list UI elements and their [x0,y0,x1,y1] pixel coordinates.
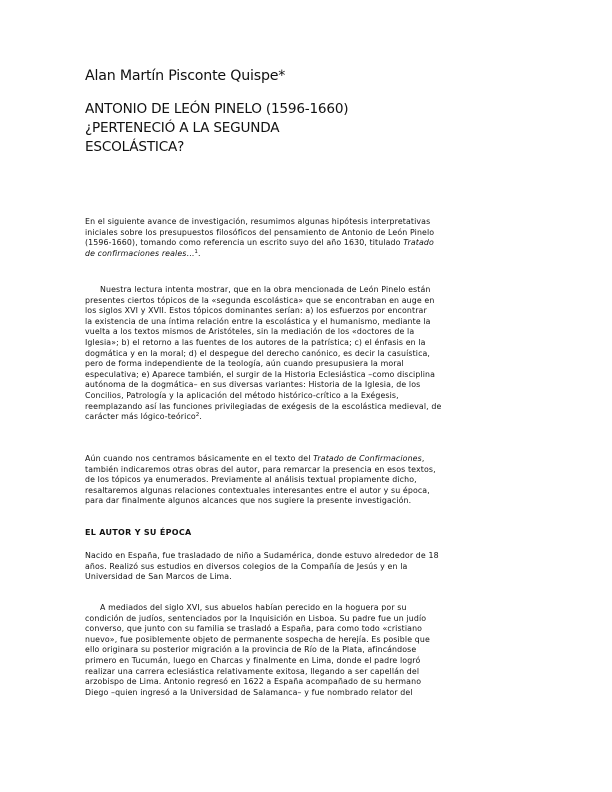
text-line: resaltaremos algunas relaciones contextuales interesantes entre el autor y su época, [85,485,430,495]
text-line: dogmática y en la moral; d) el despegue del derecho canónico, es decir la casuística, [85,348,431,358]
paragraph-topics [85,285,525,423]
text-line: años. Realizó sus estudios en diversos colegios de la Compañía de Jesús y en la [85,561,408,571]
text-line: Aún cuando nos centramos básicamente en el texto del Tratado de Confirmaciones, [85,454,425,463]
text-line: la existencia de una íntima relación entre la escolástica y el humanismo, mediante la [85,316,431,326]
text-line: para dar finalmente algunos alcances que nos sugiere la presente investigación. [85,496,412,506]
footnote-ref[interactable]: 1 [194,248,198,255]
paragraph-intro [85,217,525,259]
text-line: de confirmaciones reales...$^1$. [85,248,201,258]
text-line: iniciales sobre los presupuestos filosóficos del pensamiento de Antonio de León Pinelo [85,227,435,237]
text-line: En el siguiente avance de investigación, resumimos algunas hipótesis interpretativas [85,217,431,226]
text-line: Nacido en España, fue trasladado de niño a Sudamérica, donde estuvo alrededor de 18 [85,551,439,560]
text-line: Nuestra lectura intenta mostrar, que en la obra mencionada de León Pinelo están [100,285,431,294]
text-line: (1596-1660), tomando como referencia un escrito suyo del año 1630, titulado Tratado [85,238,434,248]
title-line: ¿PERTENECIÓ A LA SEGUNDA [85,120,280,136]
text-line: Diego –quien ingresó a la Universidad de Salamanca– y fue nombrado relator del [85,687,413,697]
text-line: condición de judíos, sentenciados por la Inquisición en Lisboa. Su padre fue un judío [85,613,427,623]
text-line: carácter más lógico-teórico$^2$. [85,412,203,422]
text-line: autónoma de la dogmática– en sus diversas variantes: Historia de la Iglesia, de los [85,380,421,390]
text-line: de los tópicos ya enumerados. Previamente al análisis textual propiamente dicho, [85,475,417,485]
text-line: Concilios, Patrología y la aplicación del método histórico-crítico a la Exégesis, [85,390,399,400]
section-heading: EL AUTOR Y SU ÉPOCA [85,528,192,537]
paragraph-scope [85,454,525,507]
text-line: Iglesia»; b) el retorno a las fuentes de los autores de la patrística; c) el énfasis en la [85,337,426,347]
author-name: Alan Martín Pisconte Quispe* [85,68,286,84]
text-line: Universidad de San Marcos de Lima. [85,572,232,582]
text-line: nuevo», fue posiblemente objeto de permanente sospecha de herejía. Es posible que [85,634,430,644]
text-line: A mediados del siglo XVI, sus abuelos habían perecido en la hoguera por su [100,603,407,612]
text-line: arzobispo de Lima. Antonio regresó en 1622 a España acompañado de su hermano [85,677,422,687]
text-line: reemplazando así las funciones privilegiadas de exégesis de la escolástica medieval, de [85,401,442,411]
paper-title [85,100,348,157]
text-line: primero en Tucumán, luego en Charcas y finalmente en Lima, donde el padre logró [85,655,421,665]
text-line: presentes ciertos tópicos de la «segunda escolástica» que se encontraban en auge en [85,295,435,305]
text-line: converso, que junto con su familia se trasladó a España, para como todo «cristiano [85,624,423,634]
title-line: ESCOLÁSTICA? [85,139,185,155]
paragraph-birth [85,551,525,583]
text-line: también indicaremos otras obras del autor, para remarcar la presencia en esos textos, [85,464,436,474]
paragraph-family [85,603,525,698]
text-line: ello originara su posterior migración a la provincia de Río de la Plata, afincándose [85,645,417,655]
text-line: pero de forma independiente de la teología, aún cuando presupusiera la moral [85,359,404,369]
text-line: los siglos XVI y XVII. Estos tópicos dominantes serían: a) los esfuerzos por encontrar [85,306,427,316]
text-line: especulativa; e) Aparece también, el surgir de la Historia Eclesiástica –como disciplina [85,369,436,379]
text-line: realizar una carrera eclesiástica relativamente exitosa, llegando a ser capellán del [85,666,420,676]
footnote-ref[interactable]: 2 [195,412,200,419]
text-line: vuelta a los textos mismos de Aristóteles, sin la mediación de los «doctores de la [85,327,415,337]
title-line: ANTONIO DE LEÓN PINELO (1596-1660) [85,101,349,117]
